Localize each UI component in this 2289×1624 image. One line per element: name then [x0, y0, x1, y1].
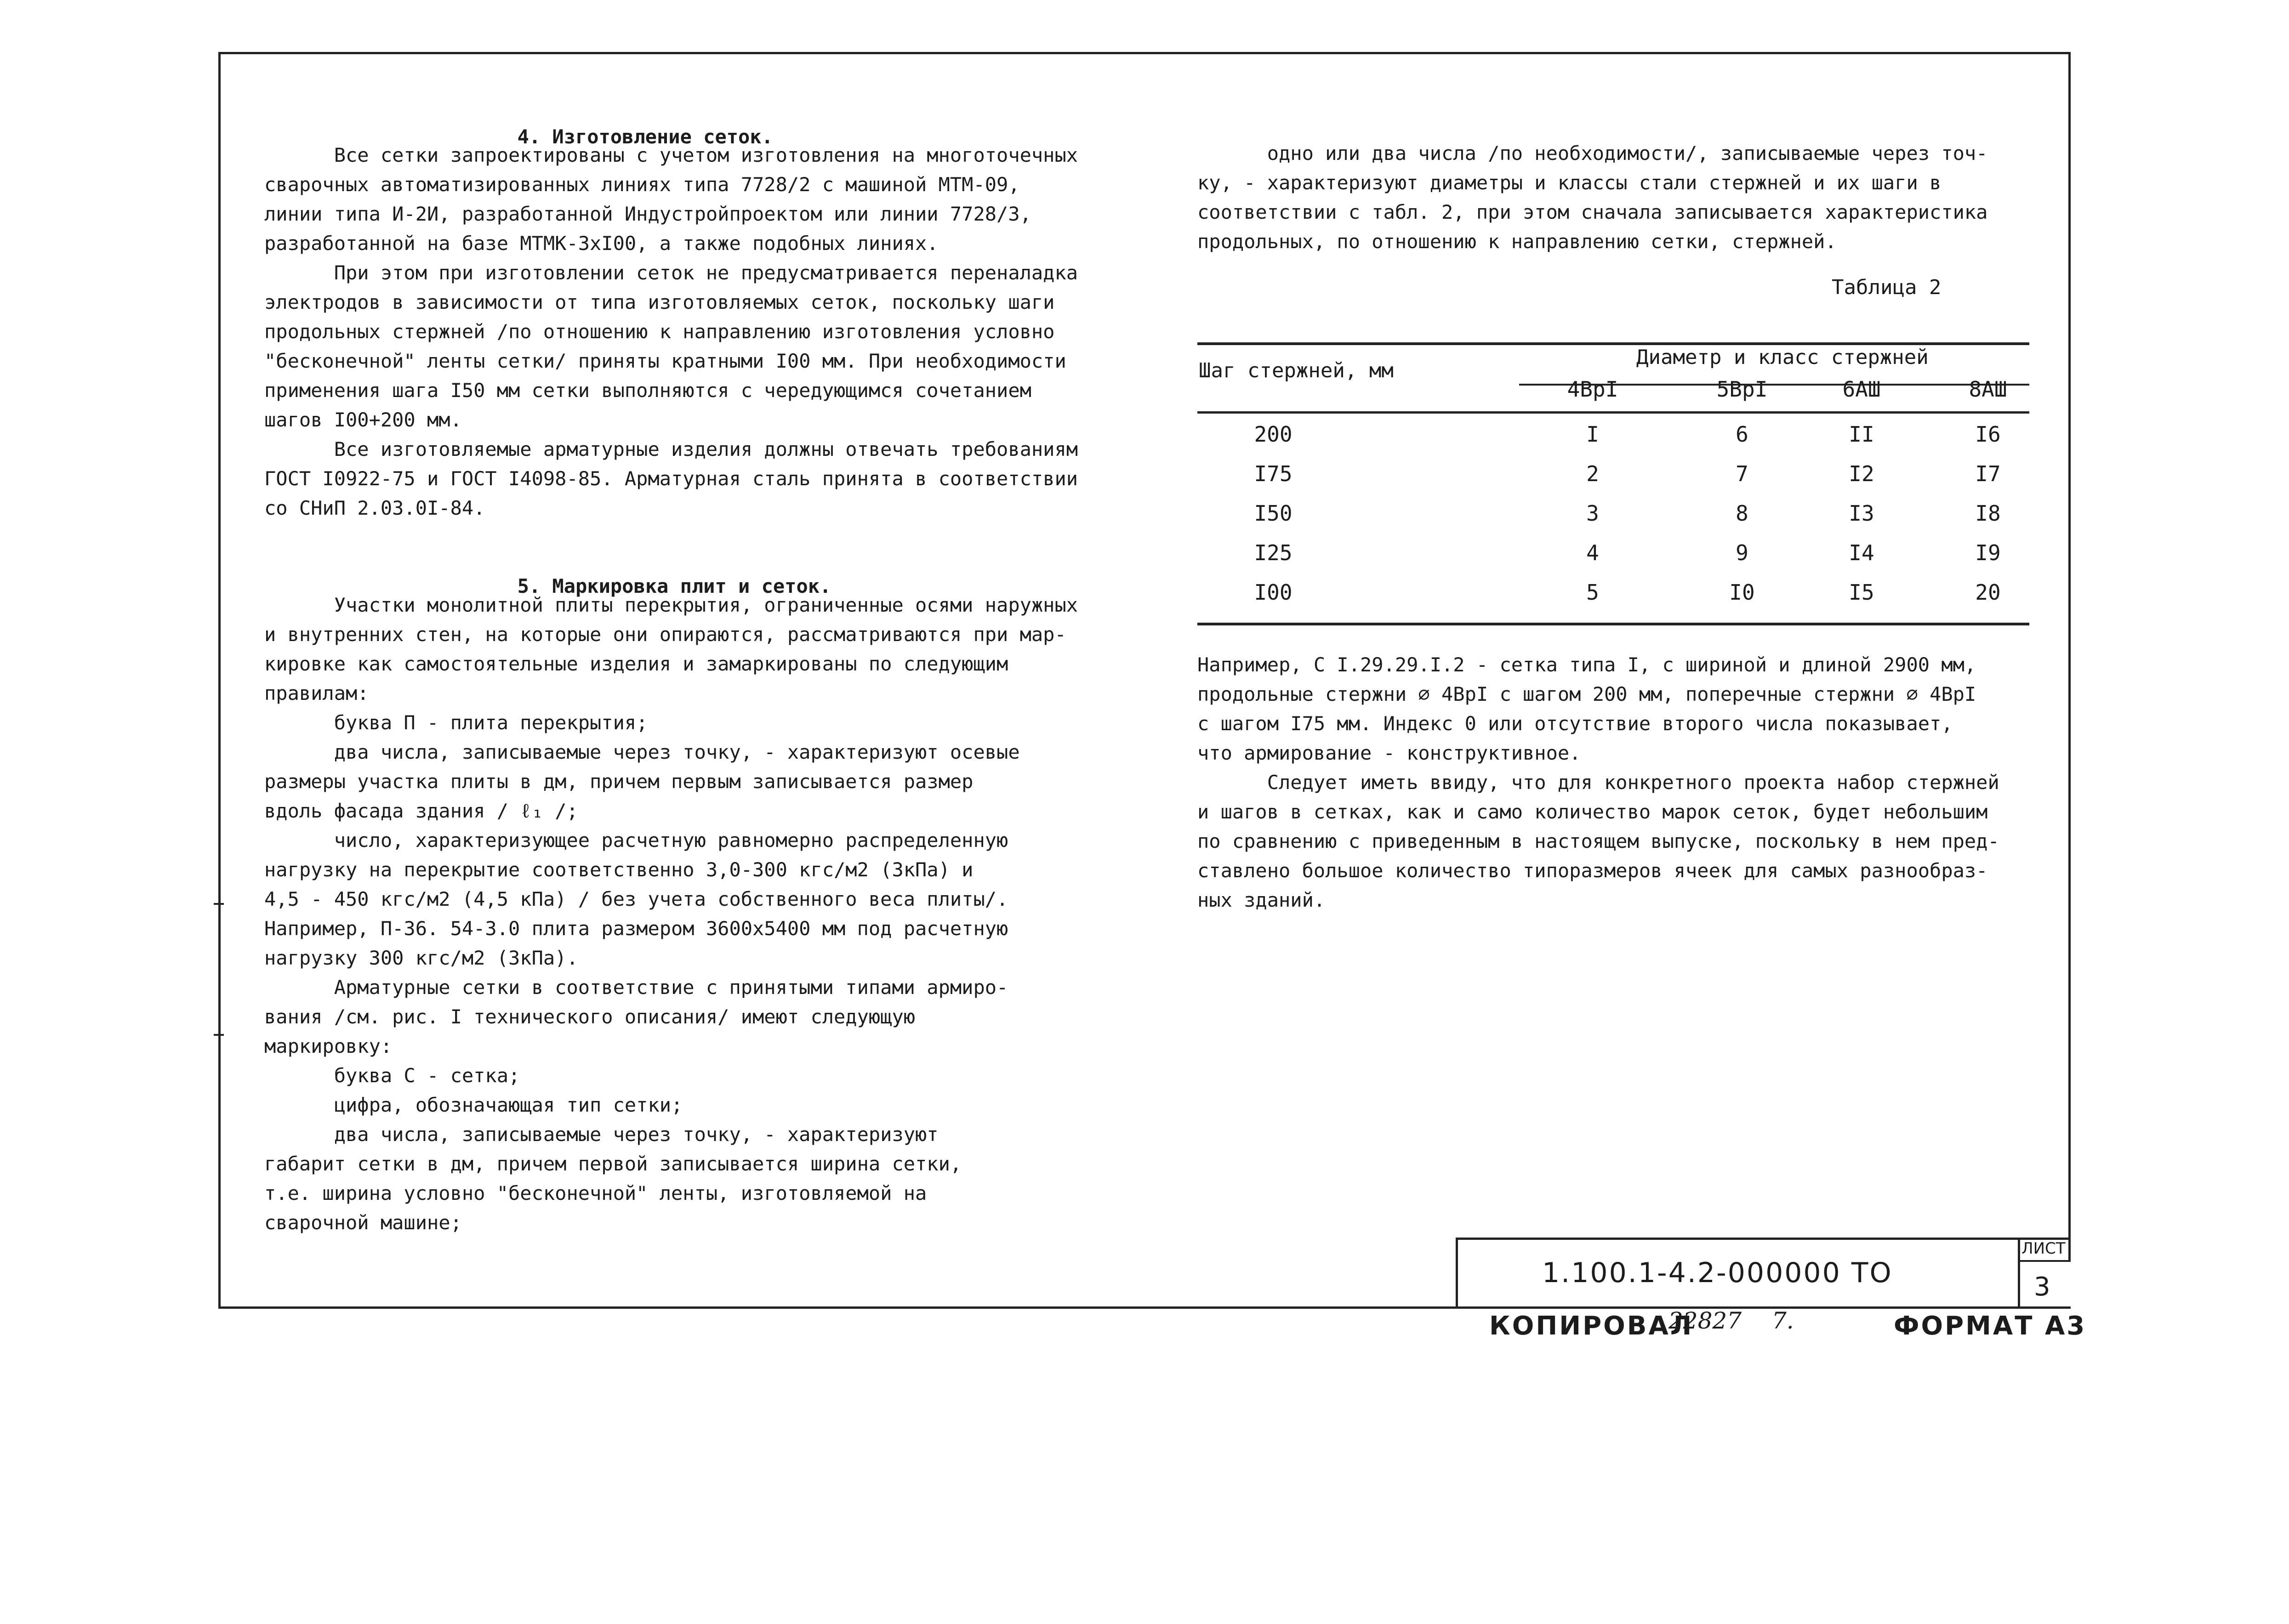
text-line: и шагов в сетках, как и само количество марок сеток, будет небольшим [1197, 801, 1988, 823]
text-line: размеры участка плиты в дм, причем первым записывается размер [264, 770, 974, 793]
text-line: и внутренних стен, на которые они опираются, рассматриваются при мар- [264, 623, 1066, 646]
text-line: со СНиП 2.03.0I-84. [264, 497, 485, 519]
text-line: т.е. ширина условно "бесконечной" ленты, изготовляемой на [264, 1182, 927, 1204]
table-cell-step: I50 [1254, 501, 1293, 526]
section-4-heading: 4. Изготовление сеток. [517, 125, 773, 148]
table-col-header: 5ВрI [1716, 377, 1768, 402]
table-cell-value: 2 [1586, 461, 1599, 486]
table-cell-value: I3 [1849, 501, 1874, 526]
text-line: ставлено большое количество типоразмеров ячеек для самых разнообраз- [1197, 859, 1988, 882]
text-line: ных зданий. [1197, 889, 1326, 911]
text-line: продольных, по отношению к направлению сетки, стержней. [1197, 230, 1837, 253]
table-cell-value: II [1849, 422, 1874, 447]
text-line: вдоль фасада здания / ℓ₁ /; [264, 800, 578, 822]
table-cell-step: I00 [1254, 580, 1293, 605]
text-line: маркировку: [264, 1035, 393, 1057]
text-line: сварочных автоматизированных линиях типа 7728/2 с машиной МТМ-09, [264, 173, 1020, 196]
table-cell-value: I8 [1975, 501, 2001, 526]
text-line: вания /см. рис. I технического описания/ имеют следующую [264, 1005, 916, 1028]
table-header-rule [1197, 411, 2029, 414]
text-line: одно или два числа /по необходимости/, записываемые через точ- [1197, 142, 1988, 165]
text-line: два числа, записываемые через точку, - характеризуют [264, 1123, 939, 1146]
text-line: два числа, записываемые через точку, - характеризуют осевые [264, 741, 1020, 763]
table-col-header: 4ВрI [1567, 377, 1618, 402]
section-4-body [264, 141, 1078, 523]
section-5-heading: 5. Маркировка плит и сеток. [517, 575, 831, 597]
text-line: соответствии с табл. 2, при этом сначала записывается характеристика [1197, 201, 1988, 223]
text-line: Все сетки запроектированы с учетом изготовления на многоточечных [264, 144, 1078, 166]
table-bottom-rule [1197, 623, 2029, 625]
text-line: ку, - характеризуют диаметры и классы стали стержней и их шаги в [1197, 171, 1942, 194]
text-line: сварочной машине; [264, 1211, 462, 1234]
right-column-example [1197, 650, 1999, 915]
text-line: нагрузку на перекрытие соответственно 3,0-300 кгс/м2 (3кПа) и [264, 858, 974, 881]
text-line: что армирование - конструктивное. [1197, 742, 1581, 764]
table-cell-value: 4 [1586, 540, 1599, 565]
text-line: Например, С I.29.29.I.2 - сетка типа I, с шириной и длиной 2900 мм, [1197, 653, 1976, 676]
table-cell-value: 5 [1586, 580, 1599, 605]
text-line: кировке как самостоятельные изделия и замаркированы по следующим [264, 653, 1008, 675]
table-cell-value: 3 [1586, 501, 1599, 526]
text-line: разработанной на базе МТМК-3хI00, а также подобных линиях. [264, 232, 939, 255]
table-col-header: 6АШ [1842, 377, 1881, 402]
copied-extra: 7. [1772, 1307, 1794, 1334]
document-code: 1.100.1-4.2-000000 ТО [1542, 1257, 1893, 1289]
text-line: цифра, обозначающая тип сетки; [264, 1094, 683, 1116]
table-group-header: Диаметр и класс стержней [1636, 346, 1929, 369]
text-line: Все изготовляемые арматурные изделия должны отвечать требованиям [264, 438, 1078, 460]
text-line: продольных стержней /по отношению к направлению изготовления условно [264, 320, 1055, 343]
text-line: применения шага I50 мм сетки выполняются с чередующимся сочетанием [264, 379, 1031, 402]
text-line: с шагом I75 мм. Индекс 0 или отсутствие второго числа показывает, [1197, 712, 1953, 735]
right-column-intro [1197, 139, 1987, 256]
margin-tick [214, 1034, 224, 1036]
table-cell-step: I25 [1254, 540, 1293, 565]
copied-label: КОПИРОВАЛ [1489, 1311, 1694, 1341]
section-5-body [264, 591, 1078, 1238]
sheet-label-divider [2018, 1260, 2071, 1262]
format-label: ФОРМАТ А3 [1894, 1311, 2087, 1341]
table-cell-step: I75 [1254, 461, 1293, 486]
table-row-header: Шаг стержней, мм [1199, 359, 1394, 382]
text-line: Следует иметь ввиду, что для конкретного проекта набор стержней [1197, 771, 1999, 794]
sheet-label: ЛИСТ [2021, 1239, 2066, 1258]
text-line: электродов в зависимости от типа изготовляемых сеток, поскольку шаги [264, 291, 1055, 313]
text-line: шагов I00+200 мм. [264, 409, 462, 431]
text-line: При этом при изготовлении сеток не предусматривается переналадка [264, 261, 1078, 284]
text-line: по сравнению с приведенным в настоящем выпуске, поскольку в нем пред- [1197, 830, 1999, 852]
table-cell-value: I2 [1849, 461, 1874, 486]
table-cell-value: I4 [1849, 540, 1874, 565]
table-cell-value: I5 [1849, 580, 1874, 605]
text-line: Участки монолитной плиты перекрытия, ограниченные осями наружных [264, 594, 1078, 616]
drawing-frame-right-edge [2068, 52, 2071, 1261]
table-cell-value: I6 [1975, 422, 2001, 447]
table-cell-value: 6 [1736, 422, 1748, 447]
text-line: Арматурные сетки в соответствие с принятыми типами армиро- [264, 976, 1008, 999]
margin-tick [214, 903, 224, 905]
table-cell-value: I9 [1975, 540, 2001, 565]
table-cell-value: 8 [1736, 501, 1748, 526]
text-line: буква П - плита перекрытия; [264, 711, 648, 734]
text-line: нагрузку 300 кгс/м2 (3кПа). [264, 947, 578, 969]
text-line: "бесконечной" ленты сетки/ приняты кратными I00 мм. При необходимости [264, 350, 1066, 372]
table-cell-step: 200 [1254, 422, 1293, 447]
table-cell-value: I0 [1729, 580, 1755, 605]
text-line: габарит сетки в дм, причем первой записывается ширина сетки, [264, 1153, 962, 1175]
table-cell-value: 9 [1736, 540, 1748, 565]
table-col-header: 8АШ [1969, 377, 2007, 402]
table-cell-value: I7 [1975, 461, 2001, 486]
text-line: буква С - сетка; [264, 1064, 520, 1087]
copied-number: 22827 [1668, 1307, 1742, 1334]
table-cell-value: 20 [1975, 580, 2001, 605]
text-line: линии типа И-2И, разработанной Индустройпроектом или линии 7728/3, [264, 203, 1031, 225]
table-title: Таблица 2 [1832, 276, 1942, 299]
text-line: продольные стержни ∅ 4ВрI с шагом 200 мм, поперечные стержни ∅ 4ВрI [1197, 683, 1976, 705]
table-top-rule [1197, 342, 2029, 345]
sheet-number: 3 [2034, 1272, 2050, 1302]
table-cell-value: I [1586, 422, 1599, 447]
text-line: ГОСТ I0922-75 и ГОСТ I4098-85. Арматурная сталь принята в соответствии [264, 467, 1078, 490]
text-line: Например, П-36. 54-3.0 плита размером 3600х5400 мм под расчетную [264, 917, 1008, 940]
text-line: правилам: [264, 682, 369, 704]
text-line: 4,5 - 450 кгс/м2 (4,5 кПа) / без учета собственного веса плиты/. [264, 888, 1008, 910]
table-cell-value: 7 [1736, 461, 1748, 486]
text-line: число, характеризующее расчетную равномерно распределенную [264, 829, 1008, 852]
